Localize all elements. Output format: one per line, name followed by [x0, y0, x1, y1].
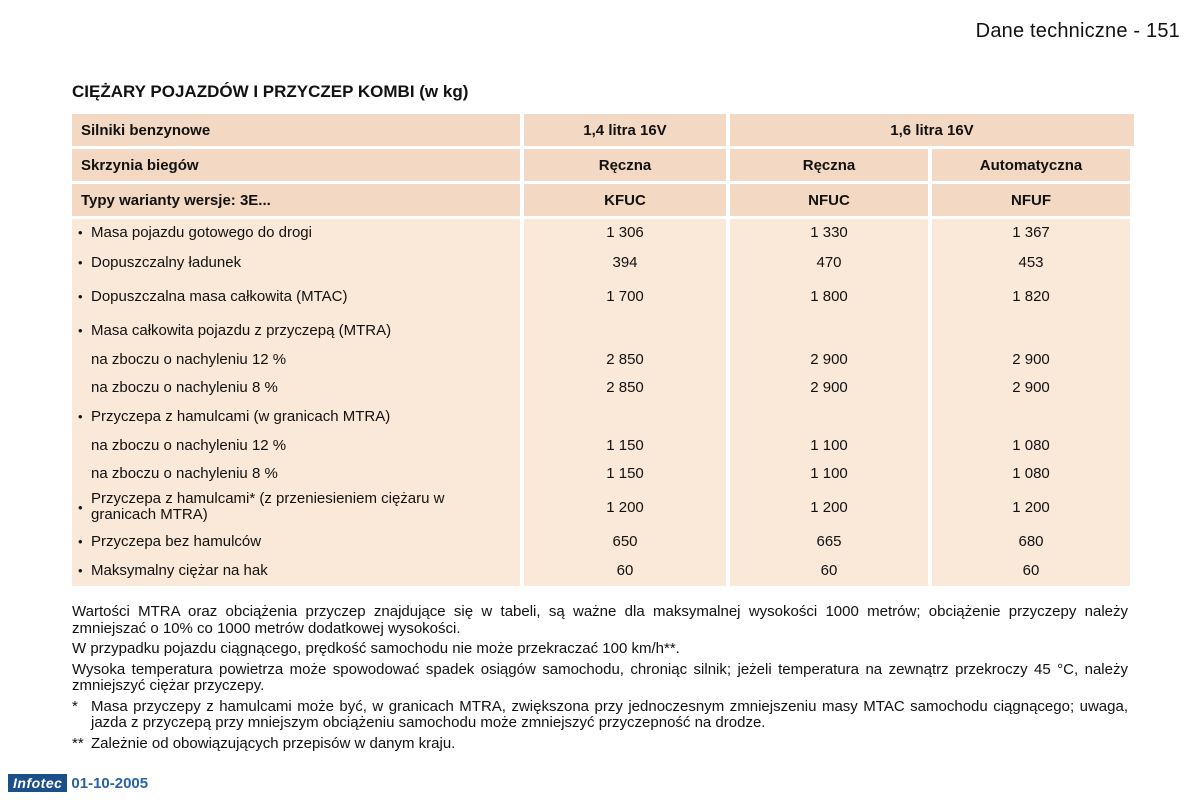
table-cell-kfuc: 1 700	[606, 287, 644, 305]
table-cell-kfuc: 650	[612, 532, 638, 550]
row-label-text: na zboczu o nachyleniu 8 %	[91, 464, 278, 482]
row-label-text: Przyczepa z hamulcami (w granicach MTRA)	[91, 407, 391, 425]
table-cell-kfuc: 1 150	[606, 436, 644, 454]
bullet-icon: •	[78, 562, 83, 578]
table-cell-nfuf: 2 900	[1012, 378, 1050, 396]
table-cell-nfuc: 1 800	[810, 287, 848, 305]
table-row-label	[78, 462, 520, 484]
table-row-label	[78, 489, 520, 525]
row-label-text: Dopuszczalny ładunek	[91, 253, 242, 271]
row-label-text: na zboczu o nachyleniu 12 %	[91, 350, 287, 368]
table-cell-nfuf: 2 900	[1012, 350, 1050, 368]
bullet-icon: •	[78, 254, 83, 270]
bullet-icon: •	[78, 499, 83, 515]
table-row-label	[78, 319, 520, 341]
footer	[8, 774, 148, 792]
table-row-label	[78, 221, 520, 243]
table-cell-kfuc: 60	[616, 561, 634, 579]
values-column-nfuf	[932, 219, 1130, 586]
row-label-text: na zboczu o nachyleniu 8 %	[91, 378, 278, 396]
note-temperature: Wysoka temperatura powietrza może spowodować spadek osiągów samochodu, chroniąc silnik; jeżeli temperatura na zewnątrz przekroczy 45 °C, należy zmniejszyć ciężar przyczepy.	[72, 660, 1128, 694]
table-cell-nfuc: 60	[820, 561, 838, 579]
engine-2-label: 1,6 litra 16V	[730, 114, 1134, 146]
bullet-icon: •	[78, 224, 83, 240]
table-cell-nfuc: 2 900	[810, 350, 848, 368]
table-body	[72, 219, 1126, 586]
table-cell-nfuc: 470	[816, 253, 842, 271]
infotec-logo: Infotec	[8, 774, 67, 792]
table-cell-nfuc	[730, 319, 928, 341]
table-row-label	[78, 559, 520, 581]
variant-1: KFUC	[524, 184, 726, 216]
weights-table	[72, 114, 1126, 586]
footer-date: 01-10-2005	[71, 774, 149, 792]
table-cell-nfuf: 1 367	[1012, 223, 1050, 241]
table-row-label	[78, 348, 520, 370]
table-cell-nfuc: 1 100	[810, 436, 848, 454]
table-cell-nfuc: 1 200	[810, 498, 848, 516]
table-cell-kfuc: 1 150	[606, 464, 644, 482]
note-speed: W przypadku pojazdu ciągnącego, prędkość samochodu nie może przekraczać 100 km/h**.	[72, 640, 680, 657]
table-cell-nfuf: 680	[1018, 532, 1044, 550]
page-header: Dane techniczne - 151	[975, 20, 1180, 42]
footnote-single-star	[72, 699, 1128, 732]
table-cell-kfuc	[524, 405, 726, 427]
table-row-label	[78, 530, 520, 552]
table-cell-kfuc	[524, 319, 726, 341]
table-row-label	[78, 251, 520, 273]
gearbox-1: Ręczna	[524, 149, 726, 181]
table-cell-kfuc: 1 306	[606, 223, 644, 241]
footnote-text: Masa przyczepy z hamulcami może być, w granicach MTRA, zwiększona przy jednoczesnym zmniejszeniu masy MTAC samochodu ciągnącego; uwaga, jazda z przyczepą przy mniejszym obciążeniu samochodu może zmniejszyć przyczepność na drodze.	[91, 697, 1128, 731]
table-cell-nfuf: 1 080	[1012, 464, 1050, 482]
table-cell-nfuc	[730, 405, 928, 427]
values-column-kfuc	[524, 219, 726, 586]
notes-section	[72, 604, 1128, 756]
section-title: CIĘŻARY POJAZDÓW I PRZYCZEP KOMBI (w kg)	[72, 82, 469, 101]
footnote-double-star	[72, 736, 1128, 753]
table-cell-nfuf: 453	[1018, 253, 1044, 271]
variants-label: Typy warianty wersje: 3E...	[72, 184, 520, 216]
table-cell-kfuc: 2 850	[606, 350, 644, 368]
variant-2: NFUC	[730, 184, 928, 216]
row-label-text: Masa całkowita pojazdu z przyczepą (MTRA)	[91, 321, 392, 339]
table-row-label	[78, 405, 520, 427]
table-cell-kfuc: 1 200	[606, 498, 644, 516]
variant-3: NFUF	[932, 184, 1130, 216]
footnote-text: Zależnie od obowiązujących przepisów w danym kraju.	[91, 734, 456, 752]
values-column-nfuc	[730, 219, 928, 586]
table-cell-nfuf: 60	[1022, 561, 1040, 579]
gearbox-3: Automatyczna	[932, 149, 1130, 181]
footnote-marker: *	[72, 697, 78, 715]
engine-header-row	[72, 114, 1126, 146]
table-cell-nfuc: 665	[816, 532, 842, 550]
gearbox-2: Ręczna	[730, 149, 928, 181]
row-label-text: Maksymalny ciężar na hak	[91, 561, 268, 579]
row-label-text: Przyczepa bez hamulców	[91, 532, 262, 550]
table-cell-nfuc: 1 100	[810, 464, 848, 482]
table-cell-nfuc: 2 900	[810, 378, 848, 396]
table-cell-nfuf	[932, 319, 1130, 341]
footnote-marker: **	[72, 734, 84, 752]
row-label-text: Przyczepa z hamulcami* (z przeniesieniem ciężaru w granicach MTRA)	[91, 490, 445, 523]
engine-1-label: 1,4 litra 16V	[524, 114, 726, 146]
labels-column	[72, 219, 520, 586]
bullet-icon: •	[78, 533, 83, 549]
table-cell-nfuf: 1 820	[1012, 287, 1050, 305]
table-cell-nfuf: 1 200	[1012, 498, 1050, 516]
bullet-icon: •	[78, 408, 83, 424]
table-row-label	[78, 376, 520, 398]
engines-label: Silniki benzynowe	[72, 114, 520, 146]
table-row-label	[78, 434, 520, 456]
table-cell-nfuc: 1 330	[810, 223, 848, 241]
gearbox-header-row	[72, 149, 1126, 181]
note-mtra: Wartości MTRA oraz obciążenia przyczep znajdujące się w tabeli, są ważne dla maksymalnej wysokości 1000 metrów; obciążenie przyczepy należy zmniejszać o 10% co 1000 metrów dodatkowej wysokości.	[72, 603, 1128, 637]
table-cell-kfuc: 394	[612, 253, 638, 271]
table-cell-nfuf	[932, 405, 1130, 427]
table-cell-nfuf: 1 080	[1012, 436, 1050, 454]
gearbox-label: Skrzynia biegów	[72, 149, 520, 181]
table-cell-kfuc: 2 850	[606, 378, 644, 396]
variants-header-row	[72, 184, 1126, 216]
row-label-text: Dopuszczalna masa całkowita (MTAC)	[91, 287, 348, 305]
bullet-icon: •	[78, 322, 83, 338]
bullet-icon: •	[78, 288, 83, 304]
table-row-label	[78, 285, 520, 307]
row-label-text: Masa pojazdu gotowego do drogi	[91, 223, 312, 241]
row-label-text: na zboczu o nachyleniu 12 %	[91, 436, 287, 454]
